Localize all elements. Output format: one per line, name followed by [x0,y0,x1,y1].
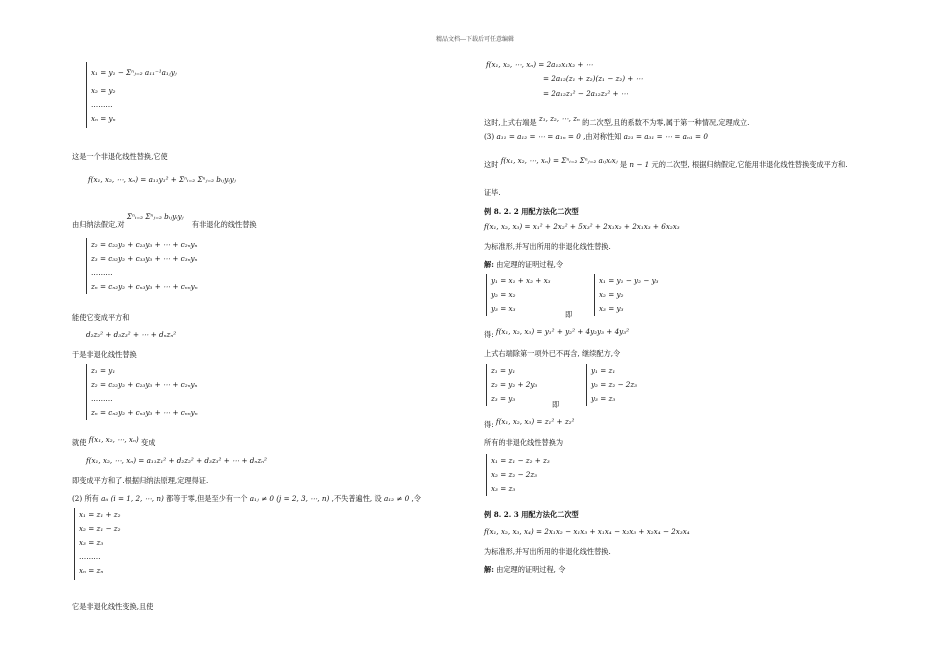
connector-text: 即 [565,310,573,319]
text: 的二次型,且的系数不为零,属于第一种情况,定理成立. [582,118,750,127]
equation: d₂z₂² + d₃z₃² + ⋯ + dₙzₙ² [86,330,177,339]
inline-math: z₁, z₂, ⋯, zₙ [538,114,580,123]
text: 由定理的证明过程, 令 [496,565,566,574]
equation-line: ……… [91,394,113,403]
text: 得: [484,330,494,339]
text: 由归纳法假定,对 [72,220,125,229]
substitution-system-e [486,454,550,496]
text: 都等于零,但是至少有一个 [166,494,248,503]
inline-math: f(x₁, x₂, ⋯, xₙ) = Σⁿᵢ₌₂ Σⁿⱼ₌₂ aᵢⱼxᵢxⱼ [500,156,618,165]
equation-line: x₁ = z₁ + z₂ [79,510,121,519]
equation-line: xₙ = yₙ [91,114,116,123]
equation: f(x₁, x₂, ⋯, xₙ) = a₁₁z₁² + d₂z₂² + d₃z₃² + ⋯ + dₙzₙ² [86,456,267,465]
solution-label: 解: [484,565,494,574]
paragraph: 于是非退化线性替换 [72,350,137,359]
paragraph: 这是一个非退化线性替换,它使 [72,152,168,161]
text: 这时,上式右端是 [484,118,537,127]
equation-line: z₂ = c₂₂y₂ + c₂₃y₃ + ⋯ + c₂ₙyₙ [91,380,198,389]
equation-line: y₂ = z₂ − 2z₃ [591,380,638,389]
equation-line: zₙ = cₙ₂y₂ + cₙ₃y₃ + ⋯ + cₙₙyₙ [91,408,198,417]
equation-line: ……… [91,268,113,277]
text: ,令 [411,494,421,503]
paragraph: 证毕. [484,188,501,197]
equation-line: z₂ = y₂ + 2y₃ [491,380,538,389]
paragraph: 能使它变成平方和 [72,313,130,322]
inline-math: f(x₁, x₂, ⋯, xₙ) [88,435,139,444]
substitution-system-3 [86,364,198,420]
text: 就使 [72,438,87,447]
text: (3) [484,132,495,141]
paragraph [484,156,848,170]
example-heading: 例 8. 2. 3 用配方法化二次型 [484,510,579,519]
equation: f(x₁, x₂, x₃, x₄) = 2x₁x₂ − x₁x₃ + x₁x₄ − x₂x₃ + x₂x₄ − 2x₃x₄ [484,527,690,536]
equation-line: z₃ = c₃₂y₂ + c₃₃y₃ + ⋯ + c₃ₙyₙ [91,254,198,263]
equation-line: ……… [91,100,113,109]
paragraph: 即变成平方和了.根据归纳法原理,定理得证. [72,476,209,485]
example-heading: 例 8. 2. 2 用配方法化二次型 [484,207,579,216]
equation-line: y₃ = x₃ [491,304,516,313]
equation-line: y₁ = x₁ + x₂ + x₃ [491,276,551,285]
paragraph [72,494,421,504]
inline-math: aᵢᵢ (i = 1, 2, ⋯, n) [101,494,164,503]
substitution-system-c [486,364,537,406]
equation-line: x₂ = z₁ − z₂ [79,524,121,533]
text: 这时 [484,160,499,169]
equation-line: xₙ = zₙ [79,566,104,575]
solution-label: 解: [484,260,494,269]
equation-line: x₁ = z₁ − z₂ + z₃ [491,456,550,465]
paragraph [484,132,708,142]
inline-math: a₁ⱼ ≠ 0 (j = 2, 3, ⋯, n) [249,494,330,503]
equation-line: x₃ = z₃ [79,538,104,547]
connector-text: 即 [552,400,560,409]
equation-line: y₁ = z₁ [591,366,616,375]
equation-line: = 2a₁₂z₁² − 2a₁₂z₂² + ⋯ [543,89,629,98]
substitution-system-d [586,364,637,406]
equation-line: x₂ = y₂ [599,290,624,299]
text: 变成 [141,438,156,447]
equation: f(x₁, x₂, x₃) = x₁² + 2x₂² + 5x₃² + 2x₁x₂ + 2x₁x₃ + 6x₂x₃ [484,222,680,231]
paragraph: 上式右端除第一项外已不再含, 继续配方,令 [484,349,621,358]
inline-math: f(x₁, x₂, x₃) = z₁² + z₂² [495,417,575,426]
inline-math: a₁₁ = a₁₂ = ⋯ = a₁ₙ = 0 [496,132,581,141]
equation-line: y₃ = z₃ [591,394,616,403]
paragraph [484,565,565,575]
paragraph [72,435,156,448]
paragraph [484,260,563,270]
paragraph [484,114,750,128]
paragraph: 所有的非退化线性替换为 [484,438,564,447]
paragraph: 为标准形,并写出所用的非退化线性替换. [484,547,611,556]
inline-math: f(x₁, x₂, x₃) = y₁² + y₂² + 4y₂y₃ + 4y₃² [495,327,629,336]
equation-line: x₂ = y₂ [91,86,116,95]
paragraph [484,417,575,430]
equation-line: z₂ = c₂₂y₂ + c₂₃y₃ + ⋯ + c₂ₙyₙ [91,240,198,249]
equation-line: z₁ = y₁ [91,366,116,375]
equation: f(x₁, x₂, ⋯, xₙ) = a₁₁y₁² + Σⁿᵢ₌₂ Σⁿⱼ₌₂ bᵢⱼyᵢyⱼ [88,175,236,184]
text: 元的二次型, 根据归纳假定,它能用非退化线性替换变成平方和. [651,160,848,169]
inline-math: a₂₁ = a₃₁ = ⋯ = aₙ₁ = 0 [623,132,708,141]
paragraph: 为标准形,并写出所用的非退化线性替换. [484,242,611,251]
paragraph [72,212,257,230]
substitution-system-2 [86,238,198,294]
equation-line: x₃ = z₃ [491,484,516,493]
inline-math: a₁₂ ≠ 0 [383,494,410,503]
equation-line: f(x₁, x₂, ⋯, xₙ) = 2a₁₂x₁x₂ + ⋯ [486,60,593,69]
text: 有非退化的线性替换 [191,220,257,229]
equation-line: x₁ = y₁ − Σⁿⱼ₌₂ a₁₁⁻¹a₁ⱼyⱼ [91,68,177,77]
substitution-system-1 [86,62,177,128]
page-header: 精品文档---下载后可任意编辑 [435,36,515,43]
equation-line: x₁ = y₁ − y₂ − y₃ [599,276,659,285]
equation-line: zₙ = cₙ₂y₂ + cₙ₃y₃ + ⋯ + cₙₙyₙ [91,282,198,291]
substitution-system-4 [74,508,120,580]
equation-line: x₂ = z₂ − 2z₃ [491,470,538,479]
text: 由定理的证明过程,令 [496,260,564,269]
paragraph [484,327,629,340]
text: ,由对称性知 [583,132,622,141]
equation-line: y₂ = x₂ [491,290,516,299]
text: 是 [619,160,628,169]
text: ,不失普遍性, 设 [331,494,382,503]
equation-line: = 2a₁₂(z₁ + z₂)(z₁ − z₂) + ⋯ [543,74,643,83]
equation-line: ……… [79,552,101,561]
paragraph: 它是非退化线性变换,且使 [72,602,154,611]
equation-line: z₁ = y₁ [491,366,516,375]
text: (2) 所有 [72,494,99,503]
text: 得: [484,420,494,429]
inline-math: Σⁿᵢ₌₂ Σⁿⱼ₌₂ bᵢⱼyᵢyⱼ [126,212,184,221]
substitution-system-b [594,274,659,316]
substitution-system-a [486,274,551,316]
equation-line: z₃ = y₃ [491,394,516,403]
equation-line: x₃ = y₃ [599,304,624,313]
inline-math: n − 1 [629,160,650,169]
